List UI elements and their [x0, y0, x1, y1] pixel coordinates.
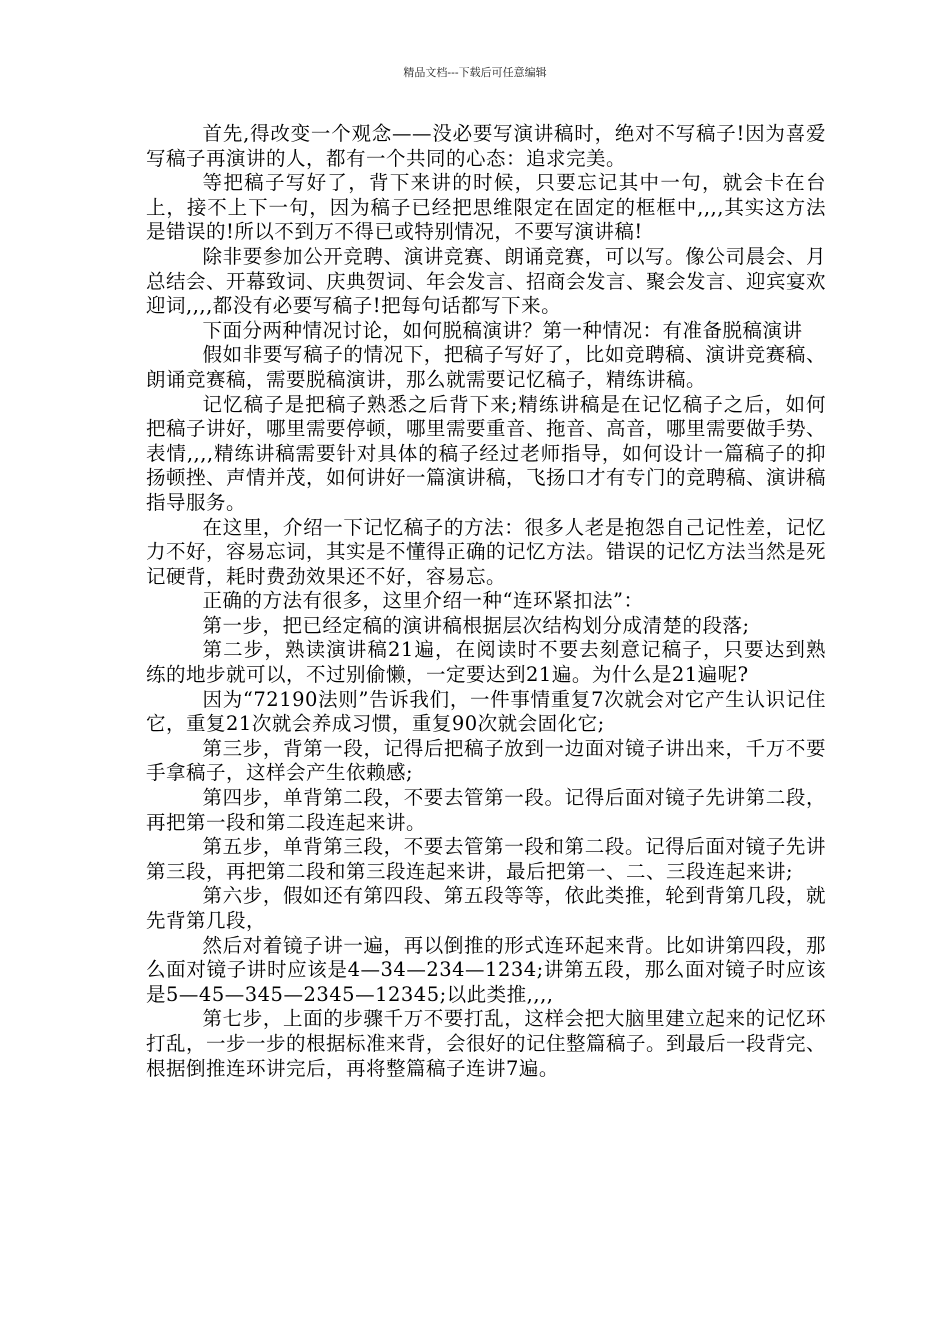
paragraph: 除非要参加公开竞聘、演讲竞赛、朗诵竞赛，可以写。像公司晨会、月总结会、开幕致词、庆典贺词、年会发言、招商会发言、聚会发言、迎宾宴欢迎词,,,,都没有必要写稿子!把每句话都写下来。	[146, 244, 827, 318]
paragraph: 然后对着镜子讲一遍，再以倒推的形式连环起来背。比如讲第四段，那么面对镜子讲时应该是4—34—234—1234;讲第五段，那么面对镜子时应该是5—45—345—2345—12345;以此类推,,,,	[146, 933, 826, 1006]
paragraph: 等把稿子写好了，背下来讲的时候，只要忘记其中一句，就会卡在台上，接不上下一句，因为稿子已经把思维限定在固定的框框中,,,,其实这方法是错误的!所以不到万不得已或特别情况，不要写演讲稿!	[146, 171, 826, 244]
paragraph: 第二步，熟读演讲稿21遍，在阅读时不要去刻意记稿子，只要达到熟练的地步就可以，不过别偷懒，一定要达到21遍。为什么是21遍呢?	[146, 638, 826, 687]
paragraph: 因为“72190法则”告诉我们，一件事情重复7次就会对它产生认识记住它，重复21次就会养成习惯，重复90次就会固化它;	[146, 687, 826, 736]
paragraph: 记忆稿子是把稿子熟悉之后背下来;精练讲稿是在记忆稿子之后，如何把稿子讲好，哪里需要停顿，哪里需要重音、拖音、高音，哪里需要做手势、表情,,,,精练讲稿需要针对具体的稿子经过老师指导，如何设计一篇稿子的抑扬顿挫、声情并茂，如何讲好一篇演讲稿，飞扬口才有专门的竞聘稿、演讲稿指导服务。	[146, 392, 827, 514]
document-body	[146, 122, 826, 1081]
paragraph: 假如非要写稿子的情况下，把稿子写好了，比如竞聘稿、演讲竞赛稿、朗诵竞赛稿，需要脱稿演讲，那么就需要记忆稿子，精练讲稿。	[146, 343, 826, 391]
paragraph: 第一步，把已经定稿的演讲稿根据层次结构划分成清楚的段落;	[202, 613, 750, 637]
paragraph: 第七步，上面的步骤千万不要打乱，这样会把大脑里建立起来的记忆环打乱，一步一步的根据标准来背，会很好的记住整篇稿子。到最后一段背完、根据倒推连环讲完后，再将整篇稿子连讲7遍。	[146, 1007, 827, 1080]
paragraph: 第四步，单背第二段，不要去管第一段。记得后面对镜子先讲第二段，再把第一段和第二段连起来讲。	[146, 786, 826, 834]
paragraph: 第三步，背第一段，记得后把稿子放到一边面对镜子讲出来，千万不要手拿稿子，这样会产生依赖感;	[146, 736, 826, 785]
paragraph: 首先,得改变一个观念——没必要写演讲稿时，绝对不写稿子!因为喜爱写稿子再演讲的人，都有一个共同的心态：追求完美。	[146, 122, 826, 170]
paragraph: 第五步，单背第三段，不要去管第一段和第二段。记得后面对镜子先讲第三段，再把第二段和第三段连起来讲，最后把第一、二、三段连起来讲;	[146, 835, 826, 883]
paragraph: 在这里，介绍一下记忆稿子的方法：很多人老是抱怨自己记性差，记忆力不好，容易忘词，其实是不懂得正确的记忆方法。错误的记忆方法当然是死记硬背，耗时费劲效果还不好，容易忘。	[146, 515, 827, 588]
page-header: 精品文档---下载后可任意编辑	[403, 66, 547, 79]
paragraph: 下面分两种情况讨论，如何脱稿演讲？第一种情况：有准备脱稿演讲	[202, 318, 803, 342]
paragraph: 第六步，假如还有第四段、第五段等等，依此类推，轮到背第几段，就先背第几段，	[146, 884, 826, 932]
paragraph: 正确的方法有很多，这里介绍一种“连环紧扣法”：	[202, 589, 644, 613]
